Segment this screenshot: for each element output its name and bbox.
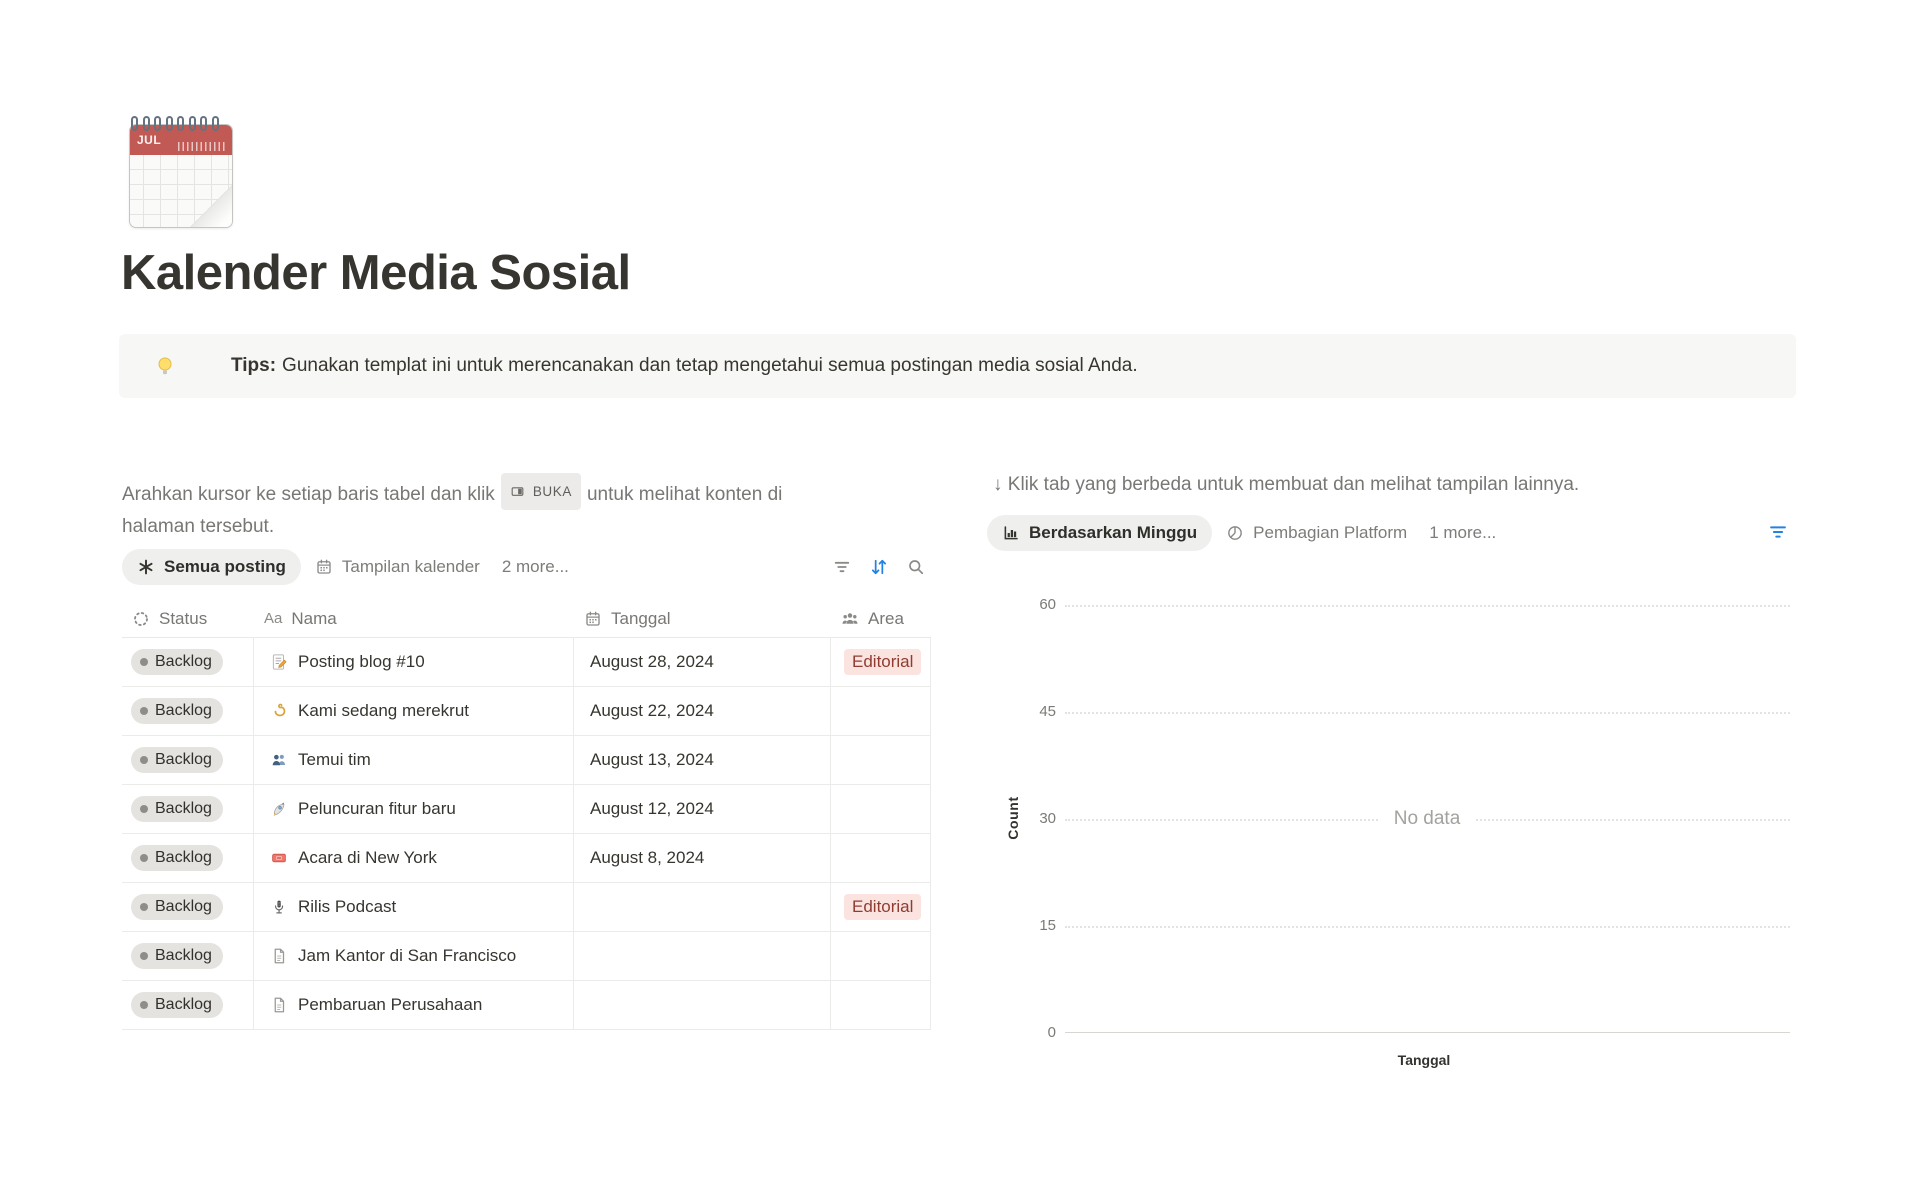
filter-icon[interactable] xyxy=(1767,521,1789,543)
column-header-status[interactable]: Status xyxy=(122,609,254,629)
chart-hint-text: ↓ Klik tab yang berbeda untuk membuat dan melihat tampilan lainnya. xyxy=(993,474,1580,495)
asterisk-icon xyxy=(137,558,155,576)
table-row[interactable] xyxy=(122,638,931,687)
more-views-button[interactable]: 1 more... xyxy=(1429,523,1497,542)
status-badge[interactable]: Backlog xyxy=(131,698,223,724)
row-area-cell[interactable] xyxy=(831,883,931,931)
table-row[interactable] xyxy=(122,932,931,981)
status-dot xyxy=(140,658,148,666)
calendar-card xyxy=(129,124,233,228)
row-date-cell[interactable]: August 12, 2024 xyxy=(574,785,831,833)
row-name-cell[interactable]: Pembaruan Perusahaan xyxy=(254,981,574,1029)
row-name-cell[interactable]: Posting blog #10 xyxy=(254,638,574,686)
page-icon xyxy=(269,996,288,1015)
status-dot xyxy=(140,805,148,813)
row-area-cell[interactable] xyxy=(831,687,931,735)
status-dot xyxy=(140,854,148,862)
status-badge[interactable]: Backlog xyxy=(131,992,223,1018)
table-hint-text: Arahkan kursor ke setiap baris tabel dan klik BUKA untuk melihat konten di halaman tersebut. xyxy=(122,474,922,542)
row-area-cell[interactable] xyxy=(831,981,931,1029)
tab-pembagian-platform[interactable]: Pembagian Platform xyxy=(1212,515,1421,551)
filter-icon[interactable] xyxy=(832,557,852,577)
table-row[interactable] xyxy=(122,687,931,736)
page-icon-spiral-calendar[interactable] xyxy=(129,116,233,232)
table-row[interactable] xyxy=(122,981,931,1030)
row-name-cell[interactable]: Jam Kantor di San Francisco xyxy=(254,932,574,980)
page-curl xyxy=(187,184,233,228)
row-area-cell[interactable] xyxy=(831,736,931,784)
table-row[interactable] xyxy=(122,834,931,883)
tab-berdasarkan-minggu[interactable]: Berdasarkan Minggu xyxy=(987,515,1212,551)
row-name-cell[interactable]: Acara di New York xyxy=(254,834,574,882)
column-header-tanggal[interactable]: Tanggal xyxy=(574,609,831,629)
status-dot xyxy=(140,756,148,764)
bar-chart-icon xyxy=(1002,524,1020,542)
row-name-cell[interactable]: Temui tim xyxy=(254,736,574,784)
status-dot xyxy=(140,903,148,911)
callout-text: Tips: Gunakan templat ini untuk merencanakan dan tetap mengetahui semua postingan media sosial Anda. xyxy=(231,355,1138,376)
calendar-month-label: JUL xyxy=(137,133,162,147)
page-title: Kalender Media Sosial xyxy=(121,246,631,300)
row-name-cell[interactable]: Peluncuran fitur baru xyxy=(254,785,574,833)
y-tick-label: 0 xyxy=(1047,1024,1056,1041)
calendar-icon xyxy=(315,558,333,576)
gridline xyxy=(1065,712,1790,714)
status-dot xyxy=(140,1001,148,1009)
row-date-cell[interactable] xyxy=(574,981,831,1029)
status-badge[interactable]: Backlog xyxy=(131,796,223,822)
row-date-cell[interactable] xyxy=(574,883,831,931)
status-dot xyxy=(140,952,148,960)
table-row[interactable] xyxy=(122,883,931,932)
table-row[interactable] xyxy=(122,785,931,834)
view-tabs xyxy=(122,549,577,585)
microphone-icon xyxy=(269,898,288,917)
row-date-cell[interactable]: August 22, 2024 xyxy=(574,687,831,735)
chart-filter xyxy=(1767,521,1789,543)
status-dot xyxy=(140,707,148,715)
memo-icon xyxy=(269,653,288,672)
calendar-grid xyxy=(130,155,232,228)
text-type-icon: Aa xyxy=(264,610,283,627)
row-area-cell[interactable] xyxy=(831,638,931,686)
hook-icon xyxy=(269,702,288,721)
chart-view-tabs xyxy=(987,515,1504,551)
posts-table xyxy=(122,600,931,1030)
gridline xyxy=(1065,926,1790,928)
lightbulb-icon xyxy=(153,354,177,378)
status-badge[interactable]: Backlog xyxy=(131,649,223,675)
status-badge[interactable]: Backlog xyxy=(131,943,223,969)
y-axis-label: Count xyxy=(1005,796,1021,840)
row-date-cell[interactable]: August 8, 2024 xyxy=(574,834,831,882)
busts-icon xyxy=(269,751,288,770)
calendar-band-ticks xyxy=(178,142,226,151)
search-icon[interactable] xyxy=(906,557,926,577)
row-name-cell[interactable]: Rilis Podcast xyxy=(254,883,574,931)
table-row[interactable] xyxy=(122,736,931,785)
row-date-cell[interactable]: August 13, 2024 xyxy=(574,736,831,784)
calendar-icon xyxy=(584,610,602,628)
row-area-cell[interactable] xyxy=(831,932,931,980)
status-badge[interactable]: Backlog xyxy=(131,894,223,920)
y-tick-label: 45 xyxy=(1039,703,1056,720)
row-name-cell[interactable]: Kami sedang merekrut xyxy=(254,687,574,735)
status-badge[interactable]: Backlog xyxy=(131,747,223,773)
status-icon xyxy=(132,610,150,628)
tab-semua-posting[interactable]: Semua posting xyxy=(122,549,301,585)
column-header-nama[interactable]: Aa Nama xyxy=(264,608,337,628)
chart-empty-message: No data xyxy=(1380,808,1475,830)
tips-callout xyxy=(119,334,1796,398)
x-axis-line xyxy=(1065,1032,1790,1033)
tab-tampilan-kalender[interactable]: Tampilan kalender xyxy=(301,549,494,585)
page-icon xyxy=(269,947,288,966)
row-date-cell[interactable]: August 28, 2024 xyxy=(574,638,831,686)
table-toolbar xyxy=(832,557,926,577)
column-header-area[interactable]: Area xyxy=(831,609,931,629)
more-views-button[interactable]: 2 more... xyxy=(501,557,569,576)
status-badge[interactable]: Backlog xyxy=(131,845,223,871)
row-area-cell[interactable] xyxy=(831,785,931,833)
x-axis-label: Tanggal xyxy=(1397,1052,1451,1068)
people-icon xyxy=(841,610,859,628)
rocket-icon xyxy=(269,800,288,819)
sort-icon[interactable] xyxy=(869,557,889,577)
area-tag: Editorial xyxy=(844,649,921,675)
gridline xyxy=(1065,605,1790,607)
y-tick-label: 30 xyxy=(1039,810,1056,827)
y-tick-label: 15 xyxy=(1039,917,1056,934)
y-tick-label: 60 xyxy=(1039,596,1056,613)
area-tag: Editorial xyxy=(844,894,921,920)
ticket-icon xyxy=(269,849,288,868)
open-badge: BUKA xyxy=(501,473,581,510)
spiral-rings xyxy=(131,116,219,131)
table-header xyxy=(122,600,931,638)
side-peek-icon xyxy=(510,484,525,499)
row-date-cell[interactable] xyxy=(574,932,831,980)
pie-chart-icon xyxy=(1226,524,1244,542)
row-area-cell[interactable] xyxy=(831,834,931,882)
